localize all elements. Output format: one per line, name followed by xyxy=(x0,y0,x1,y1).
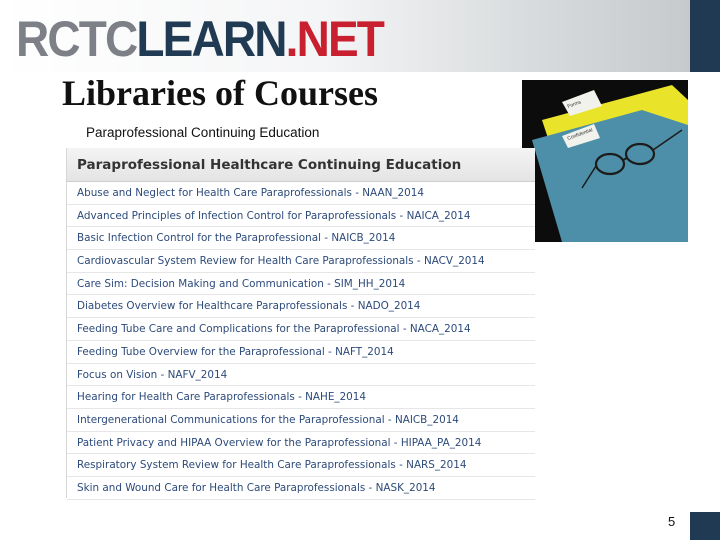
course-link[interactable]: Patient Privacy and HIPAA Overview for the Paraprofessional - HIPAA_PA_2014 xyxy=(67,432,535,455)
course-link[interactable]: Skin and Wound Care for Health Care Paraprofessionals - NASK_2014 xyxy=(67,477,535,500)
course-link[interactable]: Advanced Principles of Infection Control for Paraprofessionals - NAICA_2014 xyxy=(67,205,535,228)
course-link[interactable]: Care Sim: Decision Making and Communication - SIM_HH_2014 xyxy=(67,273,535,296)
library-header: Paraprofessional Healthcare Continuing Education xyxy=(67,148,535,182)
course-link[interactable]: Respiratory System Review for Health Care Paraprofessionals - NARS_2014 xyxy=(67,454,535,477)
slide-subtitle: Paraprofessional Continuing Education xyxy=(86,125,320,140)
slide-title: Libraries of Courses xyxy=(62,73,378,113)
course-list xyxy=(67,182,535,500)
course-link[interactable]: Cardiovascular System Review for Health Care Paraprofessionals - NACV_2014 xyxy=(67,250,535,273)
course-link[interactable]: Hearing for Health Care Paraprofessionals - NAHE_2014 xyxy=(67,386,535,409)
folder-tab-confidential: Confidential xyxy=(566,127,594,142)
file-folder-photo xyxy=(522,80,688,242)
course-link[interactable]: Feeding Tube Care and Complications for the Paraprofessional - NACA_2014 xyxy=(67,318,535,341)
course-link[interactable]: Intergenerational Communications for the Paraprofessional - NAICB_2014 xyxy=(67,409,535,432)
accent-bar-top xyxy=(690,0,720,72)
course-link[interactable]: Feeding Tube Overview for the Paraprofessional - NAFT_2014 xyxy=(67,341,535,364)
page-number: 5 xyxy=(668,514,676,529)
folder-tab-forms: Forms xyxy=(566,99,583,110)
course-link[interactable]: Abuse and Neglect for Health Care Paraprofessionals - NAAN_2014 xyxy=(67,182,535,205)
course-link[interactable]: Focus on Vision - NAFV_2014 xyxy=(67,364,535,387)
accent-bar-bottom xyxy=(690,512,720,540)
course-link[interactable]: Basic Infection Control for the Paraprofessional - NAICB_2014 xyxy=(67,227,535,250)
course-library-panel xyxy=(66,148,535,498)
rctclearn-logo: RCTCLEARN.NET xyxy=(16,11,384,67)
course-link[interactable]: Diabetes Overview for Healthcare Paraprofessionals - NADO_2014 xyxy=(67,295,535,318)
